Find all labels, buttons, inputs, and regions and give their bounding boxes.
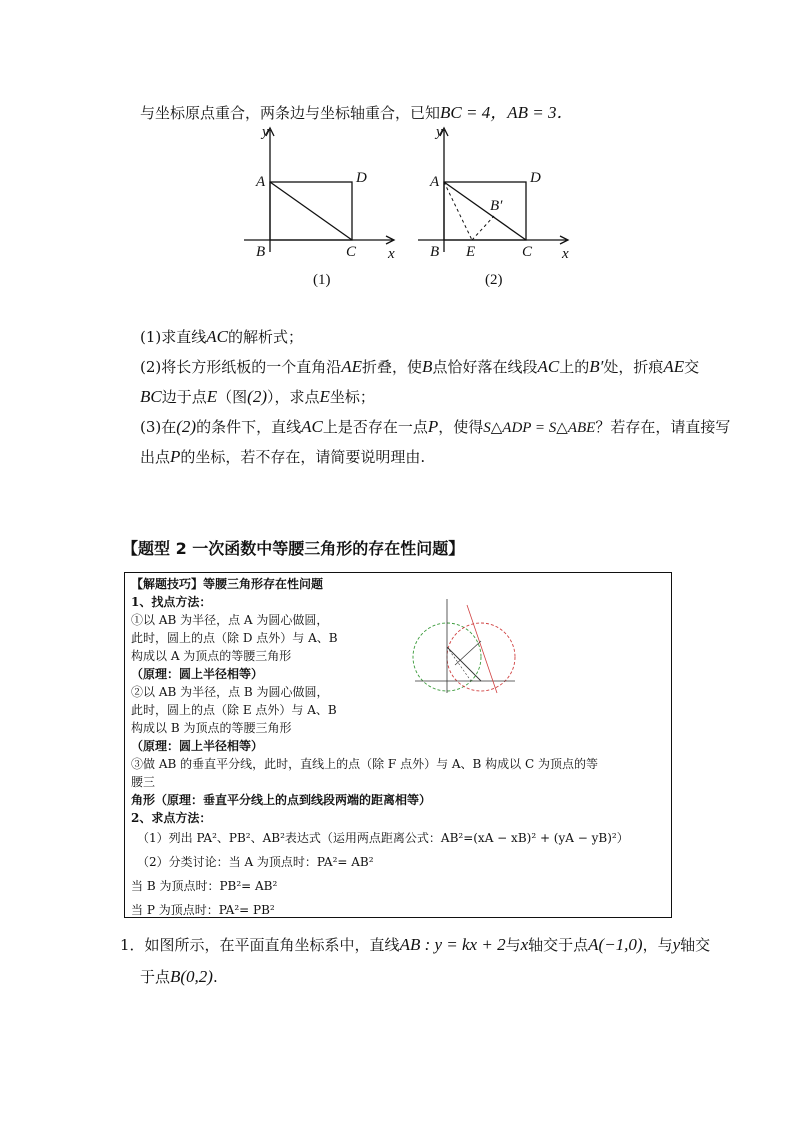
figure-2: [410, 122, 580, 267]
tips-line-11: 腰三: [131, 775, 156, 789]
tips-line-13: 2、求点方法：: [131, 811, 212, 825]
tips-line-5: （原理：圆上半径相等）: [131, 667, 264, 681]
fig2-label-e: E: [466, 244, 476, 260]
fig1-label-a: A: [256, 174, 266, 190]
fig2-label-bprime: B′: [490, 198, 503, 214]
fig2-label-d: D: [530, 170, 541, 186]
fig1-label-y: y: [262, 124, 269, 140]
fig2-label-b: B: [430, 244, 440, 260]
tips-box: [124, 572, 672, 918]
q3-text-c: 上是否存在一点: [322, 418, 428, 436]
problem-1-line-1: [120, 934, 710, 955]
q2-text-a: (2)将长方形纸板的一个直角沿: [140, 358, 342, 376]
q3-math-2: AC: [301, 417, 323, 436]
tips-line-10: ③做 AB 的垂直平分线，此时，直线上的点（除 F 点外）与 A、B 构成以 C 为顶点的等: [131, 757, 598, 771]
p1-math-1: AB : y = kx + 2: [399, 935, 506, 954]
q3-text-a: (3)在: [140, 418, 177, 436]
tips-line-1: 1、找点方法：: [131, 595, 212, 609]
tips-line-6: ②以 AB 为半径，点 B 为圆心做圆，: [131, 685, 329, 699]
q3-text-b: 的条件下，直线: [196, 418, 302, 436]
p1l2-text-b: .: [212, 968, 218, 986]
q3-math-3: P: [427, 417, 439, 436]
q3l2-text-b: 的坐标，若不存在，请简要说明理由.: [180, 448, 426, 466]
intro-line: [140, 98, 573, 123]
p1l2-math: B(0,2): [170, 967, 213, 986]
p1-text-d: ，与: [642, 936, 673, 954]
q2-text-f: 交: [684, 358, 700, 376]
q1-text: (1)求直线: [140, 328, 207, 346]
tips-line-15: （2）分类讨论：当 A 为顶点时：PA²= AB²: [137, 855, 374, 869]
p1-math-4: y: [672, 935, 681, 954]
question-1: [140, 326, 303, 347]
p1-text-c: 轴交于点: [528, 936, 589, 954]
q2-math-1: AE: [341, 357, 363, 376]
p1-text-e: 轴交: [680, 936, 711, 954]
q2l2-math-1: BC: [140, 387, 162, 406]
q3-math-4: S△ADP = S△ABE: [483, 420, 596, 436]
q2-text-b: 折叠，使: [362, 358, 423, 376]
tips-line-4: 构成以 A 为顶点的等腰三角形: [131, 649, 292, 663]
q3l2-text-a: 出点: [140, 448, 171, 466]
p1-text-b: 与: [505, 936, 521, 954]
question-3-line-1: [140, 416, 730, 437]
fig2-label-y: y: [436, 124, 443, 140]
q1-text-end: 的解析式；: [227, 328, 303, 346]
tips-line-3: 此时，圆上的点（除 D 点外）与 A、B: [131, 631, 338, 645]
question-2-line-2: [140, 386, 375, 407]
intro-math: BC = 4，AB = 3．: [440, 103, 574, 122]
section-heading: 【题型 2 一次函数中等腰三角形的存在性问题】: [122, 539, 465, 558]
fig1-label-x: x: [388, 246, 395, 262]
q2l2-text-d: 坐标；: [329, 388, 375, 406]
q2-math-2: B: [422, 357, 433, 376]
p1-math-3: A(−1,0): [588, 935, 643, 954]
intro-text: 与坐标原点重合，两条边与坐标轴重合，已知: [140, 104, 441, 122]
q2l2-text-b: （图: [217, 388, 248, 406]
figure-2-caption: (2): [485, 272, 503, 288]
fig2-label-c: C: [522, 244, 533, 260]
tips-line-7: 此时，圆上的点（除 E 点外）与 A、B: [131, 703, 337, 717]
q2-text-e: 处，折痕: [603, 358, 664, 376]
problem-1-line-2: [140, 966, 218, 987]
figure-1: [236, 122, 406, 267]
q2-math-5: AE: [663, 357, 685, 376]
p1l2-text-a: 于点: [140, 968, 171, 986]
q2-math-4: B′: [589, 357, 604, 376]
problem-number: 1．: [120, 936, 145, 954]
q2l2-math-2: E: [206, 387, 218, 406]
q2-math-3: AC: [537, 357, 560, 376]
q1-math: AC: [206, 327, 228, 346]
q2l2-math-3: (2): [247, 387, 267, 406]
q2l2-text-a: 边于点: [161, 388, 207, 406]
question-2-line-1: [140, 356, 699, 377]
tips-line-8: 构成以 B 为顶点的等腰三角形: [131, 721, 292, 735]
p1-math-2: x: [520, 935, 529, 954]
tips-line-12: 角形（原理：垂直平分线上的点到线段两端的距离相等）: [131, 793, 432, 807]
q2l2-math-4: E: [319, 387, 330, 406]
fig2-label-x: x: [562, 246, 569, 262]
tips-line-16: 当 B 为顶点时：PB²= AB²: [131, 879, 278, 893]
fig1-label-d: D: [356, 170, 367, 186]
fig1-label-c: C: [346, 244, 357, 260]
tips-line-9: （原理：圆上半径相等）: [131, 739, 264, 753]
tips-line-17: 当 P 为顶点时：PA²= PB²: [131, 903, 275, 917]
figure-1-caption: (1): [313, 272, 331, 288]
circles-diagram: [411, 595, 517, 695]
fig1-label-b: B: [256, 244, 266, 260]
q2l2-text-c: ），求点: [266, 388, 320, 406]
p1-text-a: 如图所示，在平面直角坐标系中，直线: [144, 936, 400, 954]
q2-text-d: 上的: [559, 358, 590, 376]
tips-line-14: （1）列出 PA²、PB²、AB²表达式（运用两点距离公式：AB²=(xA − xB)² + (yA − yB)²）: [137, 831, 629, 845]
q3l2-math-1: P: [170, 447, 181, 466]
tips-line-2: ①以 AB 为半径，点 A 为圆心做圆，: [131, 613, 329, 627]
q3-text-d: ，使得: [438, 418, 484, 436]
fig2-label-a: A: [430, 174, 440, 190]
tips-title: 【解题技巧】等腰三角形存在性问题: [131, 577, 324, 591]
q3-text-e: ？若存在，请直接写: [595, 418, 731, 436]
q3-math-1: (2): [176, 417, 197, 436]
q2-text-c: 点恰好落在线段: [432, 358, 538, 376]
question-3-line-2: [140, 446, 425, 467]
